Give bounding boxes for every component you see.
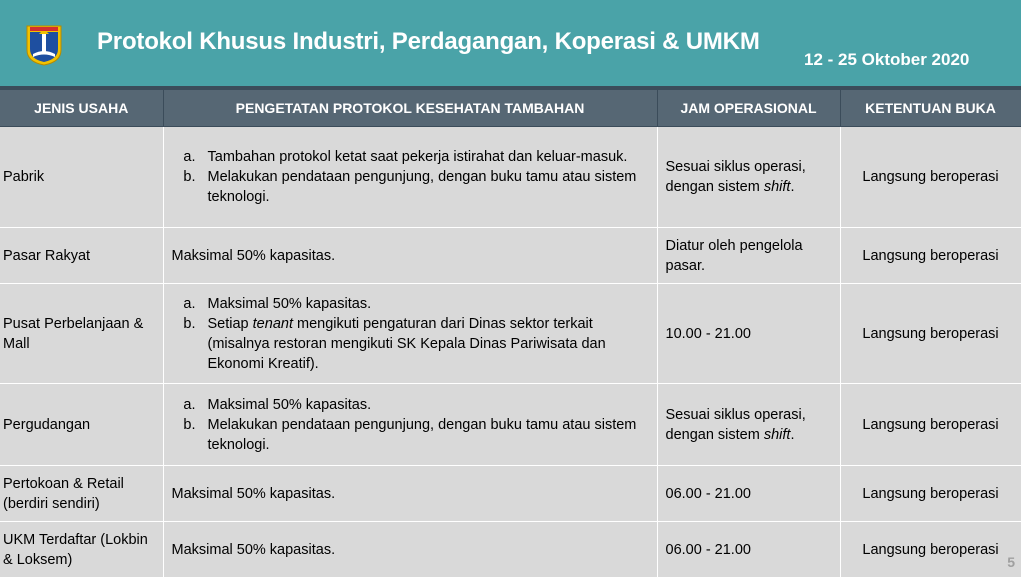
- protocol-item: a. Tambahan protokol ketat saat pekerja istirahat dan keluar-masuk.: [200, 147, 649, 167]
- protocol-cell: Maksimal 50% kapasitas.: [163, 522, 657, 578]
- protocol-table: [0, 90, 1021, 578]
- protocol-item: a. Maksimal 50% kapasitas.: [200, 395, 649, 415]
- item-text: Setiap: [207, 315, 253, 332]
- opening-rule: Langsung beroperasi: [840, 384, 1021, 466]
- table-row: [0, 228, 1021, 284]
- title-bar: [0, 0, 1021, 86]
- hours-end: .: [790, 179, 795, 195]
- hours-text: Sesuai siklus operasi, dengan sistem: [665, 406, 806, 443]
- business-type: Pertokoan & Retail (berdiri sendiri): [0, 466, 163, 522]
- table-row: [0, 466, 1021, 522]
- table-row: [0, 522, 1021, 578]
- operating-hours: [657, 384, 840, 466]
- operating-hours: 06.00 - 21.00: [657, 522, 840, 578]
- protocol-item: [200, 314, 649, 374]
- table-header-row: [0, 90, 1021, 127]
- item-emphasis: tenant: [252, 315, 293, 332]
- operating-hours: [657, 127, 840, 228]
- column-header-pengetatan: PENGETATAN PROTOKOL KESEHATAN TAMBAHAN: [163, 90, 657, 127]
- protocol-item: b. Melakukan pendataan pengunjung, dengan buku tamu atau sistem teknologi.: [200, 167, 649, 207]
- operating-hours: 10.00 - 21.00: [657, 284, 840, 384]
- opening-rule: Langsung beroperasi: [840, 127, 1021, 228]
- protocol-item: b. Melakukan pendataan pengunjung, dengan buku tamu atau sistem teknologi.: [200, 415, 649, 455]
- column-header-ketentuan-buka: KETENTUAN BUKA: [840, 90, 1021, 127]
- protocol-list: [172, 147, 649, 207]
- business-type: Pergudangan: [0, 384, 163, 466]
- protocol-cell: [163, 284, 657, 384]
- protocol-list: [172, 395, 649, 455]
- business-type: Pusat Perbelanjaan & Mall: [0, 284, 163, 384]
- jakarta-emblem-icon: [25, 24, 63, 66]
- protocol-cell: Maksimal 50% kapasitas.: [163, 228, 657, 284]
- page-number: 5: [1007, 554, 1015, 570]
- opening-rule: Langsung beroperasi: [840, 284, 1021, 384]
- opening-rule: Langsung beroperasi: [840, 466, 1021, 522]
- protocol-item: a. Maksimal 50% kapasitas.: [200, 294, 649, 314]
- business-type: Pabrik: [0, 127, 163, 228]
- hours-end: .: [790, 426, 795, 443]
- column-header-jam-operasional: JAM OPERASIONAL: [657, 90, 840, 127]
- opening-rule: Langsung beroperasi: [840, 522, 1021, 578]
- date-range: 12 - 25 Oktober 2020: [804, 50, 970, 69]
- business-type: UKM Terdaftar (Lokbin & Loksem): [0, 522, 163, 578]
- hours-emphasis: shift: [763, 426, 791, 443]
- protocol-cell: Maksimal 50% kapasitas.: [163, 466, 657, 522]
- hours-text: Sesuai siklus operasi, dengan sistem: [665, 159, 806, 195]
- protocol-list: [172, 294, 649, 374]
- opening-rule: Langsung beroperasi: [840, 228, 1021, 284]
- item-text: mengikuti pengaturan dari Dinas sektor terkait (misalnya restoran mengikuti SK Kepala Dinas Pariwisata dan Ekonomi Kreatif).: [207, 315, 606, 372]
- protocol-cell: [163, 384, 657, 466]
- page-title: Protokol Khusus Industri, Perdagangan, Koperasi & UMKM: [97, 28, 760, 55]
- operating-hours: 06.00 - 21.00: [657, 466, 840, 522]
- table-row: [0, 127, 1021, 228]
- operating-hours: Diatur oleh pengelola pasar.: [657, 228, 840, 284]
- protocol-cell: [163, 127, 657, 228]
- table-row: [0, 284, 1021, 384]
- table-row: [0, 384, 1021, 466]
- hours-emphasis: shift: [763, 179, 791, 195]
- column-header-jenis-usaha: JENIS USAHA: [0, 90, 163, 127]
- business-type: Pasar Rakyat: [0, 228, 163, 284]
